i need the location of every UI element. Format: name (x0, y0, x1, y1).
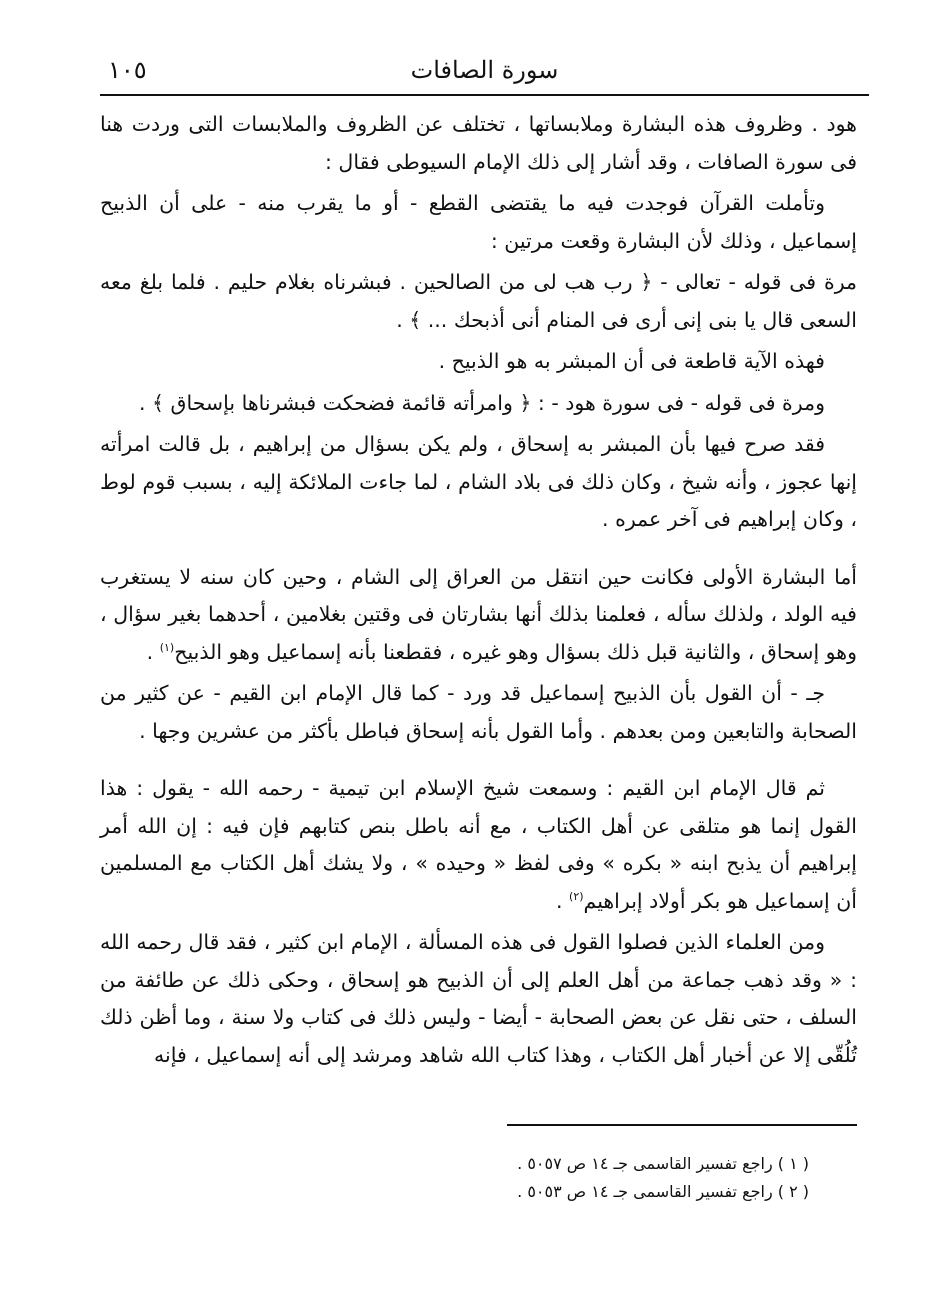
footnote: ( ١ ) راجع تفسير القاسمى جـ ١٤ ص ٥٠٥٧ . (517, 1154, 809, 1173)
paragraph: مرة فى قوله - تعالى - ﴿ رب هب لى من الصالحين . فبشرناه بغلام حليم . فلما بلغ معه السعى قال يا بنى إنى أرى فى المنام أنى أذبحك ... ﴾ . (100, 270, 857, 332)
header-divider (100, 94, 869, 96)
footnote-marker: (٢) (569, 889, 584, 903)
page-header (100, 52, 869, 92)
main-text (100, 106, 857, 1078)
paragraph: أما البشارة الأولى فكانت حين انتقل من العراق إلى الشام ، وحين كان سنه لا يستغرب فيه الولد ، ولذلك سأله ، فعلمنا بذلك أنها بشارتان فى وقتين بغلامين ، أحدهما بغير سؤال ، وهو إسحاق ، والثانية قبل ذلك بسؤال وهو غيره ، فقطعنا بأنه إسماعيل وهو الذبيح$^{(١)}$ . (100, 564, 857, 664)
paragraph: وتأملت القرآن فوجدت فيه ما يقتضى القطع - أو ما يقرب منه - على أن الذبيح إسماعيل ، وذلك لأن البشارة وقعت مرتين : (100, 191, 857, 253)
surah-title: سورة الصافات (410, 56, 559, 84)
footnote-marker: (١) (159, 640, 175, 654)
paragraph-text: ثم قال الإمام ابن القيم : وسمعت شيخ الإسلام ابن تيمية - رحمه الله - يقول : هذا القول إنما هو متلقى عن أهل الكتاب ، مع أنه باطل بنص كتابهم فإن فيه : إن الله أمر إبراهيم أن يذبح ابنه « بكره » وفى لفظ « وحيده » ، ولا يشك أهل الكتاب مع المسلمين أن إسماعيل هو بكر أولاد إبراهيم (100, 776, 857, 913)
page-number: ١٠٥ (108, 56, 147, 84)
paragraph: جـ - أن القول بأن الذبيح إسماعيل قد ورد - كما قال الإمام ابن القيم - عن كثير من الصحابة والتابعين ومن بعدهم . وأما القول بأنه إسحاق فباطل بأكثر من عشرين وجها . (100, 681, 857, 743)
footnote-divider (507, 1124, 857, 1126)
paragraph: فقد صرح فيها بأن المبشر به إسحاق ، ولم يكن بسؤال من إبراهيم ، بل قالت امرأته إنها عجوز ، وأنه شيخ ، وكان ذلك فى بلاد الشام ، لما جاءت الملائكة إليه ، بسبب قوم لوط ، وكان إبراهيم فى آخر عمره . (100, 432, 857, 531)
paragraph: ومن العلماء الذين فصلوا القول فى هذه المسألة ، الإمام ابن كثير ، فقد قال رحمه الله : « وقد ذهب جماعة من أهل العلم إلى أن الذبيح هو إسحاق ، وحكى ذلك عن طائفة من السلف ، حتى نقل عن بعض الصحابة - أيضا - وليس ذلك فى كتاب ولا سنة ، وما أظن ذلك تُلُقّى إلا عن أخبار أهل الكتاب ، وهذا كتاب الله شاهد ومرشد إلى أنه إسماعيل ، فإنه (100, 930, 857, 1067)
paragraph: ومرة فى قوله - فى سورة هود - : ﴿ وامرأته قائمة فضحكت فبشرناها بإسحاق ﴾ . (138, 390, 825, 415)
paragraph: فهذه الآية قاطعة فى أن المبشر به هو الذبيح . (438, 349, 825, 373)
paragraph: هود . وظروف هذه البشارة وملابساتها ، تختلف عن الظروف والملابسات التى وردت هنا فى سورة الصافات ، وقد أشار إلى ذلك الإمام السيوطى فقال : (100, 112, 857, 174)
paragraph: ثم قال الإمام ابن القيم : وسمعت شيخ الإسلام ابن تيمية - رحمه الله - يقول : هذا القول إنما هو متلقى عن أهل الكتاب ، مع أنه باطل بنص كتابهم فإن فيه : إن الله أمر إبراهيم أن يذبح ابنه « بكره » وفى لفظ « وحيده » ، ولا يشك أهل الكتاب مع المسلمين أن إسماعيل هو بكر أولاد إبراهيم$^{(٢)}$ . (100, 776, 857, 913)
paragraph-text: أما البشارة الأولى فكانت حين انتقل من العراق إلى الشام ، وحين كان سنه لا يستغرب فيه الولد ، ولذلك سأله ، فعلمنا بذلك أنها بشارتان فى وقتين بغلامين ، أحدهما بغير سؤال ، وهو إسحاق ، والثانية قبل ذلك بسؤال وهو غيره ، فقطعنا بأنه إسماعيل وهو الذبيح (100, 564, 857, 664)
footnotes (517, 1150, 809, 1206)
footnote: ( ٢ ) راجع تفسير القاسمى جـ ١٤ ص ٥٠٥٣ . (517, 1182, 809, 1201)
